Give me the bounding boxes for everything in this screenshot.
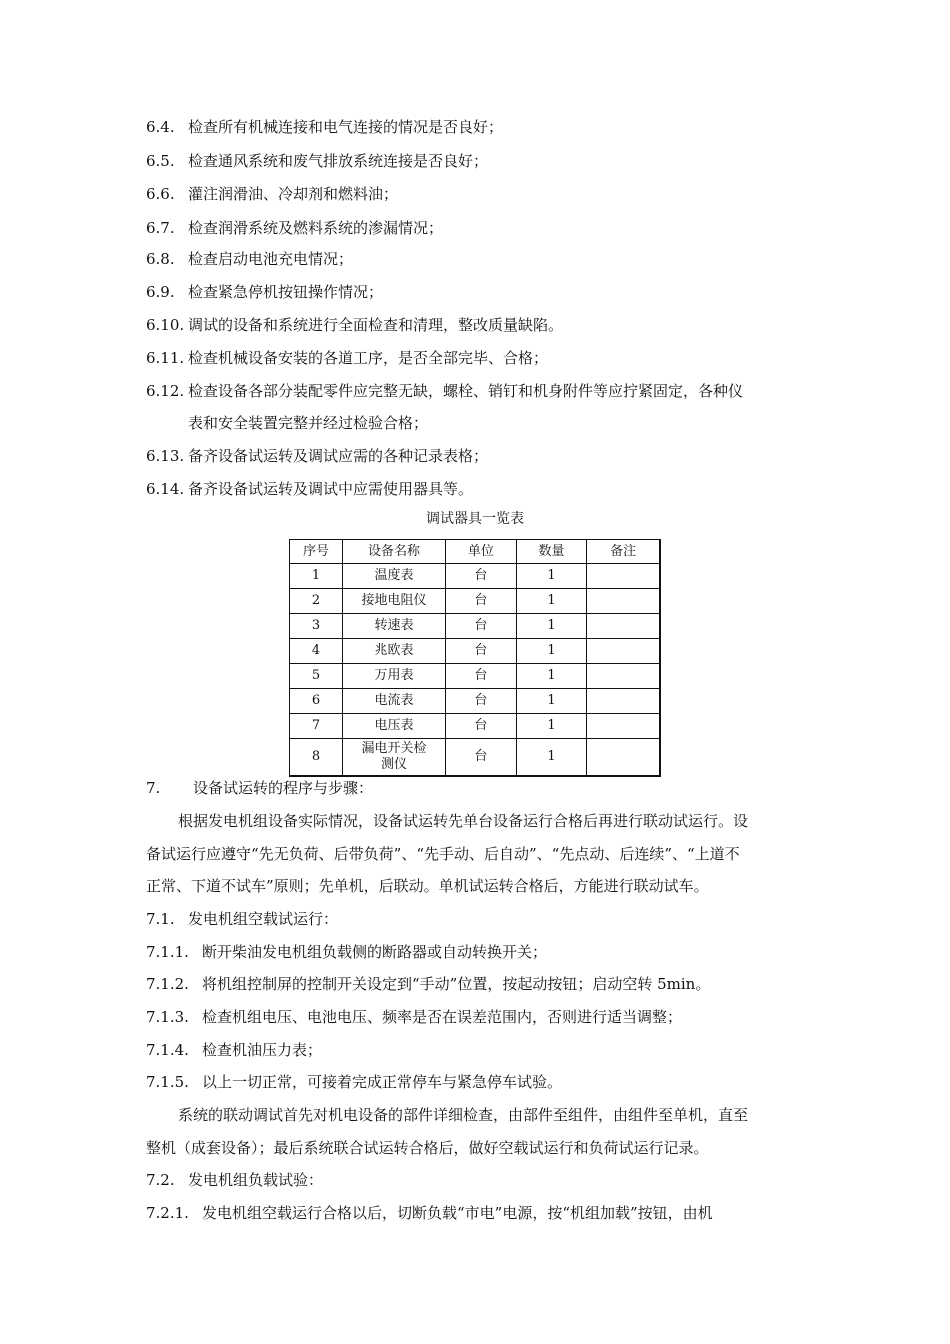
- table-cell: [587, 564, 660, 589]
- item-6-12-continuation: [188, 413, 428, 433]
- table-cell: 1: [516, 639, 587, 664]
- table-cell: [587, 664, 660, 689]
- item-7-1-1: [146, 942, 547, 962]
- table-title: 调试器具一览表: [426, 511, 524, 527]
- table-cell: 1: [516, 714, 587, 739]
- item-text: 断开柴油发电机组负载侧的断路器或自动转换开关；: [202, 943, 548, 961]
- item-6-11: [146, 348, 548, 368]
- table-cell: 8: [290, 739, 343, 777]
- table-cell: 台: [446, 614, 517, 639]
- item-text: 检查所有机械连接和电气连接的情况是否良好；: [188, 118, 504, 136]
- section-title: 设备试运转的程序与步骤：: [193, 779, 374, 797]
- item-text: 灌注润滑油、冷却剂和燃料油；: [188, 185, 399, 203]
- item-text: 调试的设备和系统进行全面检查和清理，整改质量缺陷。: [188, 316, 564, 334]
- item-number: 7.1.5.: [146, 1073, 189, 1091]
- item-number: 6.12.: [146, 382, 185, 400]
- section-number: 7.2.: [146, 1171, 175, 1189]
- item-number: 7.1.4.: [146, 1041, 189, 1059]
- item-text: 检查润滑系统及燃料系统的渗漏情况；: [188, 219, 444, 237]
- header-cell: 序号: [290, 540, 343, 564]
- table-cell: 1: [516, 614, 587, 639]
- item-number: 6.13.: [146, 447, 185, 465]
- table-cell: 兆欧表: [343, 639, 446, 664]
- table-row: [290, 714, 661, 739]
- header-cell: 数量: [516, 540, 587, 564]
- table-cell: 台: [446, 739, 517, 777]
- table-cell: 3: [290, 614, 343, 639]
- table-cell: 温度表: [343, 564, 446, 589]
- table-cell: 转速表: [343, 614, 446, 639]
- paragraph-line: 系统的联动调试首先对机电设备的部件详细检查，由部件至组件，由组件至单机，直至: [178, 1106, 749, 1124]
- header-cell: 备注: [587, 540, 660, 564]
- table-cell: 1: [516, 589, 587, 614]
- item-6-14: [146, 479, 473, 499]
- table-cell: 1: [516, 564, 587, 589]
- item-6-7: [146, 218, 443, 238]
- item-text: 检查启动电池充电情况；: [188, 250, 354, 268]
- item-number: 6.4.: [146, 118, 175, 136]
- item-number: 6.11.: [146, 349, 185, 367]
- table-cell: 台: [446, 639, 517, 664]
- item-number: 6.8.: [146, 250, 175, 268]
- header-cell: 单位: [446, 540, 517, 564]
- paragraph-line: 根据发电机组设备实际情况，设备试运转先单台设备运行合格后再进行联动试运行。设: [178, 812, 749, 830]
- table-cell: 台: [446, 714, 517, 739]
- table-cell: [587, 714, 660, 739]
- paragraph-line: 备试运行应遵守“先无负荷、后带负荷”、“先手动、后自动”、“先点动、后连续”、“上道不: [146, 845, 740, 863]
- item-number: 6.14.: [146, 480, 185, 498]
- table-cell-name: [343, 739, 446, 777]
- table-row: [290, 664, 661, 689]
- item-number: 6.6.: [146, 185, 175, 203]
- table-cell: 4: [290, 639, 343, 664]
- item-number: 7.1.3.: [146, 1008, 189, 1026]
- table-cell: 台: [446, 689, 517, 714]
- table-cell: 接地电阻仪: [343, 589, 446, 614]
- item-number: 6.7.: [146, 219, 175, 237]
- item-number: 7.1.1.: [146, 943, 189, 961]
- table-row: [290, 589, 661, 614]
- item-6-4: [146, 117, 503, 137]
- table-cell: 1: [516, 739, 587, 777]
- table-cell: [587, 589, 660, 614]
- cell-text-line: 测仪: [381, 757, 408, 772]
- item-text: 备齐设备试运转及调试应需的各种记录表格；: [188, 447, 489, 465]
- table-cell: 台: [446, 589, 517, 614]
- table-row: [290, 614, 661, 639]
- item-7-1-2: [146, 974, 710, 994]
- item-number: 6.10.: [146, 316, 185, 334]
- table-cell: 6: [290, 689, 343, 714]
- section-7-heading: [146, 778, 373, 798]
- item-7-1-5: [146, 1072, 562, 1092]
- item-6-6: [146, 184, 398, 204]
- table-cell: 电压表: [343, 714, 446, 739]
- table-cell: [587, 639, 660, 664]
- equipment-table: [289, 539, 661, 777]
- item-number: 7.2.1.: [146, 1204, 189, 1222]
- item-text: 检查通风系统和废气排放系统连接是否良好；: [188, 152, 489, 170]
- section-title: 发电机组负载试验：: [188, 1171, 324, 1189]
- item-text: 检查机械设备安装的各道工序，是否全部完毕、合格；: [188, 349, 549, 367]
- table-cell: 5: [290, 664, 343, 689]
- table-cell: 电流表: [343, 689, 446, 714]
- paragraph-line: 整机（成套设备）；最后系统联合试运转合格后，做好空载试运行和负荷试运行记录。: [146, 1139, 709, 1157]
- table-cell: 1: [290, 564, 343, 589]
- table-header-row: [290, 540, 661, 564]
- item-6-9: [146, 282, 383, 302]
- item-text: 检查机油压力表；: [202, 1041, 323, 1059]
- item-number: 6.5.: [146, 152, 175, 170]
- table-cell: 7: [290, 714, 343, 739]
- table-cell: 台: [446, 564, 517, 589]
- item-6-10: [146, 315, 563, 335]
- item-6-12: [146, 381, 743, 401]
- table-cell: [587, 614, 660, 639]
- item-number: 7.1.2.: [146, 975, 189, 993]
- cell-text-line: 漏电开关检: [361, 741, 427, 756]
- item-7-1-3: [146, 1007, 682, 1027]
- table-row: [290, 739, 661, 777]
- item-6-5: [146, 151, 488, 171]
- item-6-13: [146, 446, 488, 466]
- item-7-2-1: [146, 1203, 713, 1223]
- item-7-1-4: [146, 1040, 322, 1060]
- section-title: 发电机组空载试运行：: [188, 910, 339, 928]
- item-6-8: [146, 249, 353, 269]
- paragraph-line: 正常、下道不试车”原则；先单机，后联动。单机试运转合格后，方能进行联动试车。: [146, 877, 709, 895]
- item-text: 以上一切正常，可接着完成正常停车与紧急停车试验。: [202, 1073, 563, 1091]
- section-number: 7.1.: [146, 910, 175, 928]
- item-text: 备齐设备试运转及调试中应需使用器具等。: [188, 480, 474, 498]
- table-cell: 2: [290, 589, 343, 614]
- item-text: 检查机组电压、电池电压、频率是否在误差范围内，否则进行适当调整；: [202, 1008, 683, 1026]
- table-cell: [587, 689, 660, 714]
- section-number: 7.: [146, 779, 161, 797]
- table-cell: 1: [516, 689, 587, 714]
- section-7-1-heading: [146, 909, 338, 929]
- item-text: 将机组控制屏的控制开关设定到“手动”位置，按起动按钮；启动空转 5min。: [202, 975, 711, 993]
- table-row: [290, 639, 661, 664]
- table-cell: 台: [446, 664, 517, 689]
- header-cell: 设备名称: [343, 540, 446, 564]
- table-cell: 万用表: [343, 664, 446, 689]
- item-text: 发电机组空载运行合格以后，切断负载“市电”电源，按“机组加载”按钮，由机: [202, 1204, 713, 1222]
- item-text: 检查设备各部分装配零件应完整无缺，螺栓、销钉和机身附件等应拧紧固定，各种仪: [188, 382, 744, 400]
- item-text: 检查紧急停机按钮操作情况；: [188, 283, 384, 301]
- table-cell: [587, 739, 660, 777]
- table-cell: 1: [516, 664, 587, 689]
- item-text: 表和安全装置完整并经过检验合格；: [188, 414, 429, 432]
- table-row: [290, 689, 661, 714]
- section-7-2-heading: [146, 1170, 323, 1190]
- table-row: [290, 564, 661, 589]
- item-number: 6.9.: [146, 283, 175, 301]
